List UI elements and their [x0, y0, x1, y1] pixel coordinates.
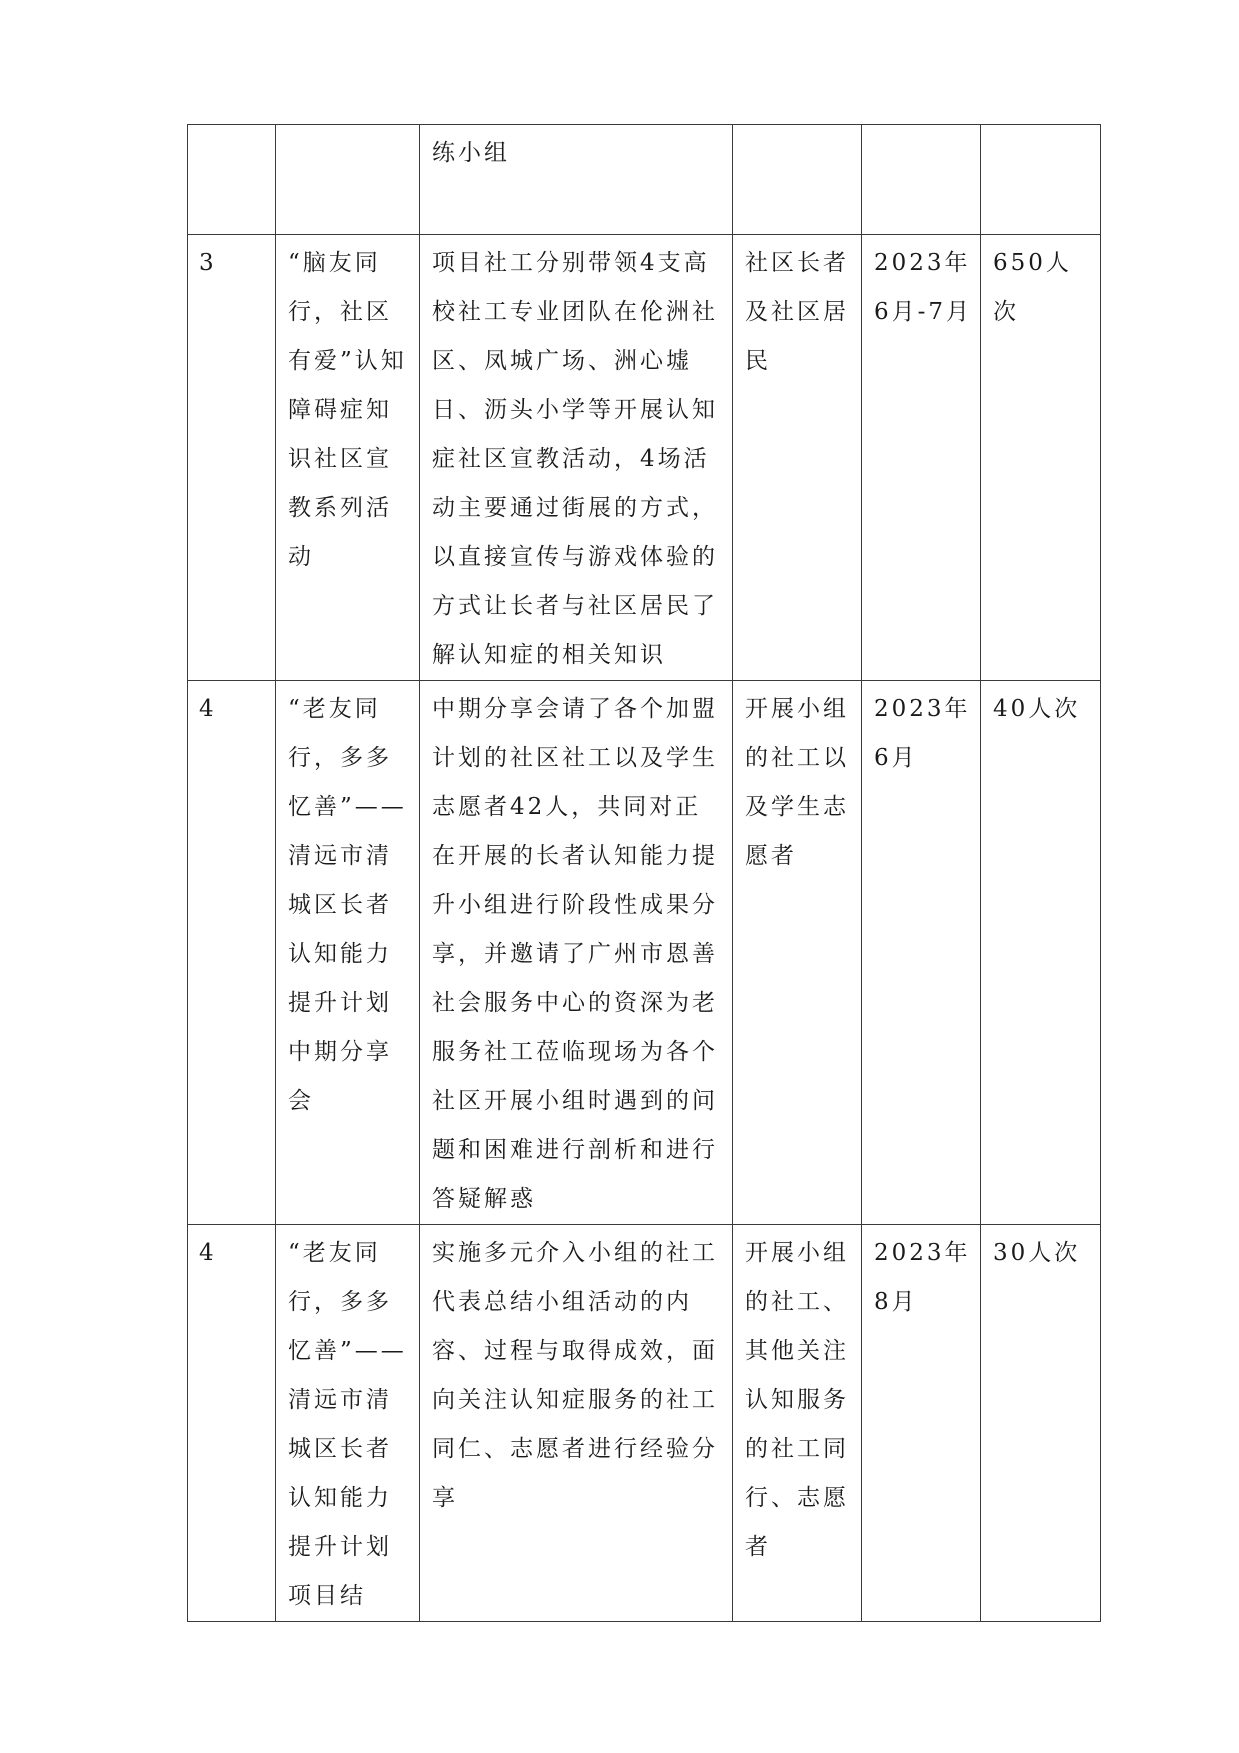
cell-content: 练小组: [420, 125, 733, 235]
cell-number: 4: [188, 681, 276, 1225]
table-row: [188, 1225, 1101, 1622]
cell-target: 开展小组的社工、其他关注认知服务的社工同行、志愿者: [733, 1225, 862, 1622]
cell-target: 社区长者及社区居民: [733, 235, 862, 681]
cell-count: [981, 125, 1101, 235]
cell-time: [862, 125, 981, 235]
cell-content: 中期分享会请了各个加盟计划的社区社工以及学生志愿者42人，共同对正在开展的长者认知能力提升小组进行阶段性成果分享，并邀请了广州市恩善社会服务中心的资深为老服务社工莅临现场为各个社区开展小组时遇到的问题和困难进行剖析和进行答疑解惑: [420, 681, 733, 1225]
table-row: [188, 125, 1101, 235]
cell-count: 40人次: [981, 681, 1101, 1225]
table-row: [188, 235, 1101, 681]
cell-content: 项目社工分别带领4支高校社工专业团队在伦洲社区、凤城广场、洲心墟日、沥头小学等开展认知症社区宣教活动，4场活动主要通过街展的方式，以直接宣传与游戏体验的方式让长者与社区居民了解认知症的相关知识: [420, 235, 733, 681]
cell-target: 开展小组的社工以及学生志愿者: [733, 681, 862, 1225]
cell-count: 650人次: [981, 235, 1101, 681]
cell-activity-name: “老友同行，多多忆善”——清远市清城区长者认知能力提升计划项目结: [276, 1225, 420, 1622]
cell-count: 30人次: [981, 1225, 1101, 1622]
cell-number: 4: [188, 1225, 276, 1622]
activities-table: [187, 124, 1101, 1622]
cell-target: [733, 125, 862, 235]
cell-activity-name: [276, 125, 420, 235]
cell-time: 2023年8月: [862, 1225, 981, 1622]
table-row: [188, 681, 1101, 1225]
cell-time: 2023年6月: [862, 681, 981, 1225]
cell-number: 3: [188, 235, 276, 681]
cell-content: 实施多元介入小组的社工代表总结小组活动的内容、过程与取得成效，面向关注认知症服务的社工同仁、志愿者进行经验分享: [420, 1225, 733, 1622]
cell-activity-name: “老友同行，多多忆善”——清远市清城区长者认知能力提升计划中期分享会: [276, 681, 420, 1225]
cell-number: [188, 125, 276, 235]
cell-activity-name: “脑友同行，社区有爱”认知障碍症知识社区宣教系列活动: [276, 235, 420, 681]
cell-time: 2023年6月-7月: [862, 235, 981, 681]
